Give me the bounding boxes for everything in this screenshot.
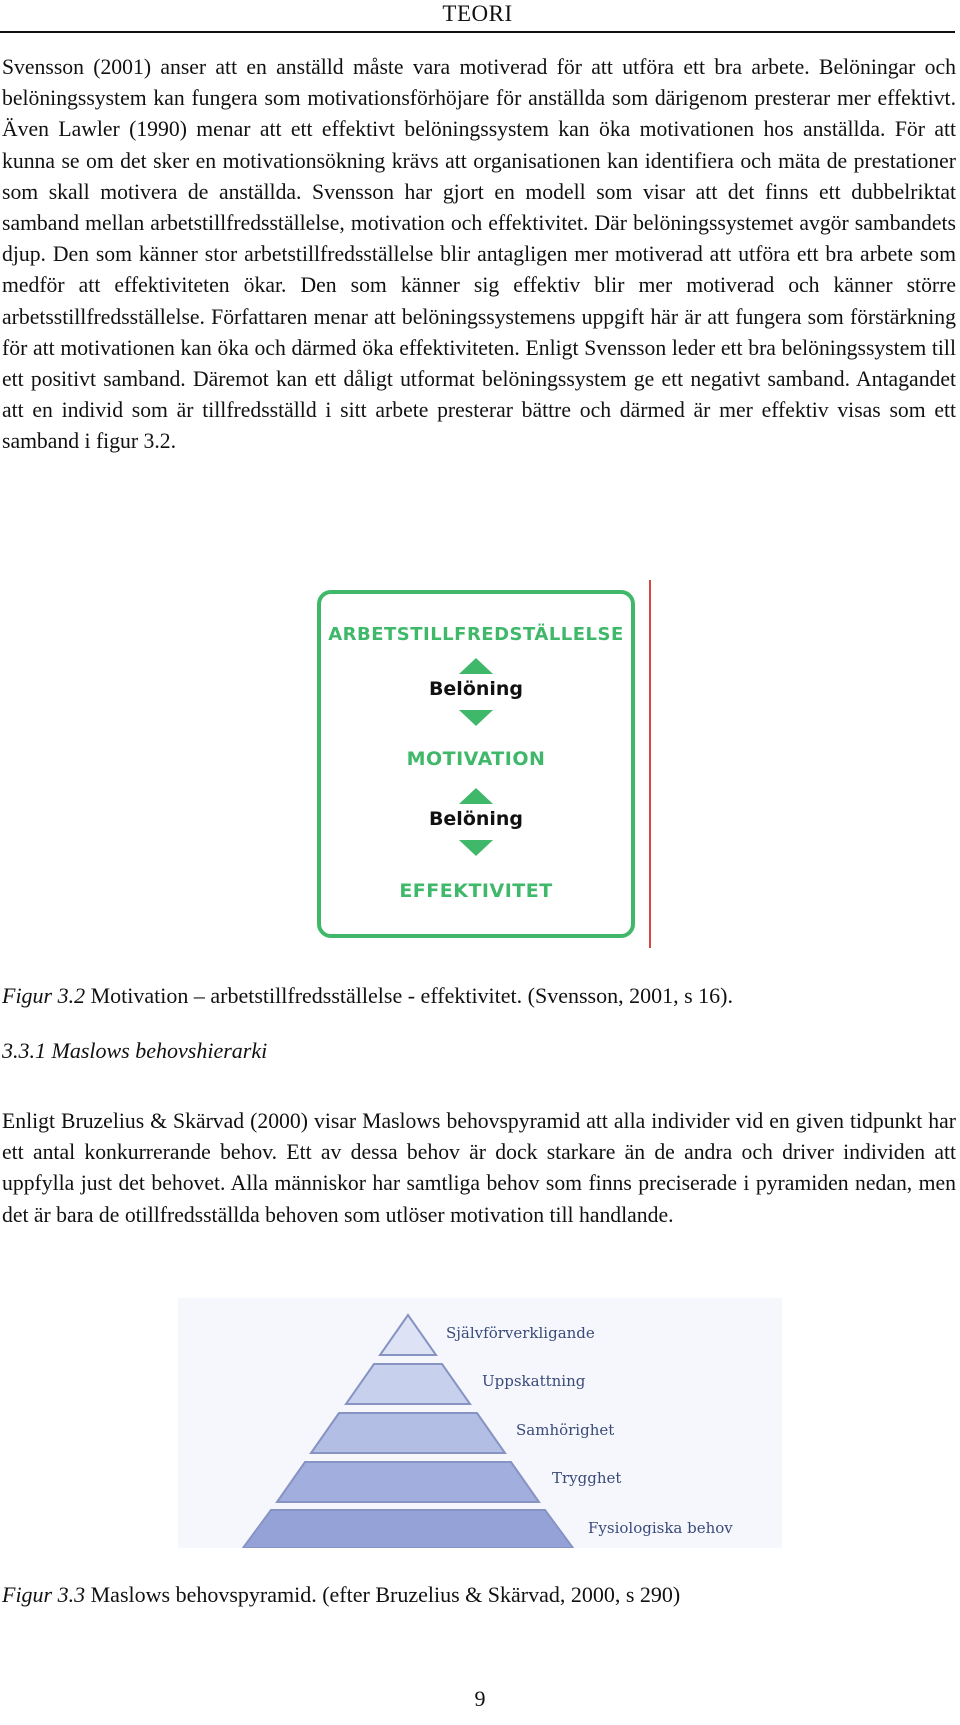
- label-reward-lower: Belöning: [428, 808, 524, 830]
- pyramid-label-1: Självförverkligande: [446, 1324, 595, 1342]
- arrow-down-icon: [459, 840, 493, 856]
- label-arbetstillfredsstallelse: ARBETSTILLFREDSTÄLLELSE: [328, 624, 624, 645]
- pyramid-level-5: [243, 1510, 573, 1548]
- arrow-up-icon: [459, 788, 493, 804]
- page-number: 9: [474, 1686, 486, 1711]
- caption-prefix: Figur 3.2: [2, 983, 86, 1008]
- header-rule: [0, 31, 955, 33]
- pyramid-label-3: Samhörighet: [516, 1421, 615, 1439]
- running-header: [0, 0, 955, 34]
- pyramid-level-3: [311, 1413, 505, 1453]
- arrow-down-icon: [459, 710, 493, 726]
- arrow-up-icon: [459, 658, 493, 674]
- figure-3-2-caption: [2, 981, 733, 1011]
- header-title: TEORI: [442, 1, 513, 26]
- pyramid-label-4: Trygghet: [552, 1469, 622, 1487]
- figure-maslow-pyramid: [178, 1298, 782, 1548]
- section-heading: 3.3.1 Maslows behovshierarki: [2, 1038, 268, 1063]
- label-reward-upper: Belöning: [428, 678, 524, 700]
- caption-text: Maslows behovspyramid. (efter Bruzelius & Skärvad, 2000, s 290): [85, 1582, 681, 1607]
- paragraph-maslow: Enligt Bruzelius & Skärvad (2000) visar Maslows behovspyramid att alla individer vid en given tidpunkt har ett antal konkurrerande behov. Ett av dessa behov är dock starkare än de andra och driver individen att uppfylla just det behovet. Alla människor har samtliga behov som finns preciserade i pyramiden nedan, men det är bara de otillfredsställda behoven som utlöser motivation till handlande.: [2, 1109, 956, 1227]
- figure-3-3-caption: [2, 1580, 680, 1610]
- caption-prefix: Figur 3.3: [2, 1582, 86, 1607]
- figure-edge-line: [649, 580, 651, 948]
- paragraph-intro: Svensson (2001) anser att en anställd måste vara motiverad för att utföra ett bra arbete. Belöningar och belöningssystem kan fungera som motivationsförhöjare för anställda som därigenom presterar mer effektivt. Även Lawler (1990) menar att ett effektivt belöningssystem kan öka motivationen hos anställda. För att kunna se om det sker en motivationsökning krävs att organisationen kan identifiera och mäta de prestationer som skall motivera de anställda. Svensson har gjort en modell som visar att det finns ett dubbelriktat samband mellan arbetstillfredsställelse, motivation och effektivitet. Där belöningssystemet avgör sambandets djup. Den som känner stor arbetstillfredsställelse blir antagligen mer motiverad att utföra ett bra arbete som medför att effektiviteten ökar. Den som känner sig effektiv blir mer motiverad och känner större arbetsstillfredsställelse. Författaren menar att belöningssystemens uppgift här är att fungera som förstärkning för att motivationen kan öka och därmed öka effektiviteten. Enligt Svensson leder ett bra belöningssystem till ett positivt samband. Däremot kan ett dåligt utformat belöningssystem ge ett negativt samband. Antagandet att en individ som är tillfredsställd i sitt arbete presterar bättre och därmed är mer effektiv visas som ett samband i figur 3.2.: [2, 55, 956, 454]
- label-motivation: MOTIVATION: [406, 748, 546, 770]
- label-effektivitet: EFFEKTIVITET: [399, 880, 553, 902]
- figure-motivation-model: [310, 580, 652, 948]
- caption-text: Motivation – arbetstillfredsställelse - effektivitet. (Svensson, 2001, s 16).: [85, 983, 733, 1008]
- pyramid-level-4: [277, 1462, 539, 1502]
- pyramid-label-5: Fysiologiska behov: [588, 1519, 733, 1537]
- pyramid-label-2: Uppskattning: [482, 1372, 586, 1390]
